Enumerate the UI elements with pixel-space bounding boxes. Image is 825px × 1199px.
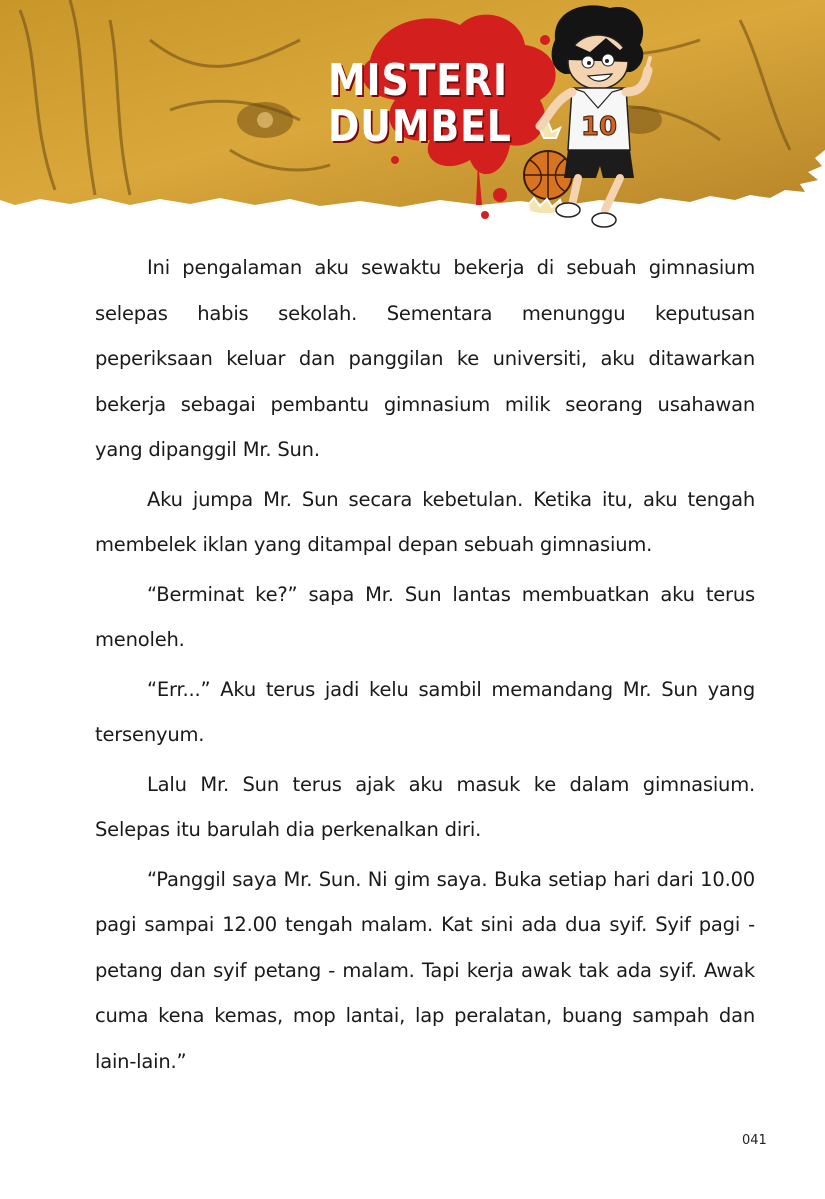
chapter-title-line-2: DUMBEL [328, 101, 512, 152]
chapter-header-banner [0, 0, 825, 245]
paragraph: Ini pengalaman aku sewaktu bekerja di sebuah gimnasium selepas habis sekolah. Sementara menunggu keputusan peperiksaan keluar dan panggilan ke universiti, aku ditawarkan bekerja sebagai pembantu gimnasium milik seorang usahawan yang dipanggil Mr. Sun. [95, 256, 755, 461]
paragraph: “Berminat ke?” sapa Mr. Sun lantas membuatkan aku terus menoleh. [95, 582, 755, 651]
page-number: 041 [742, 1133, 767, 1148]
chapter-title [328, 55, 512, 152]
chapter-title-line-1: MISTERI [328, 55, 508, 106]
jersey-number: 10 [580, 112, 618, 142]
paragraph: Aku jumpa Mr. Sun secara kebetulan. Ketika itu, aku tengah membelek iklan yang ditampal depan sebuah gimnasium. [95, 487, 755, 556]
story-body [95, 245, 755, 1088]
paragraph: Lalu Mr. Sun terus ajak aku masuk ke dalam gimnasium. Selepas itu barulah dia perkenalkan diri. [95, 772, 755, 841]
paragraph: “Panggil saya Mr. Sun. Ni gim saya. Buka setiap hari dari 10.00 pagi sampai 12.00 tengah malam. Kat sini ada dua syif. Syif pagi - petang dan syif petang - malam. Tapi kerja awak tak ada syif. Awak cuma kena kemas, mop lantai, lap peralatan, buang sampah dan lain-lain.” [95, 867, 755, 1073]
paragraph: “Err...” Aku terus jadi kelu sambil memandang Mr. Sun yang tersenyum. [95, 677, 755, 746]
